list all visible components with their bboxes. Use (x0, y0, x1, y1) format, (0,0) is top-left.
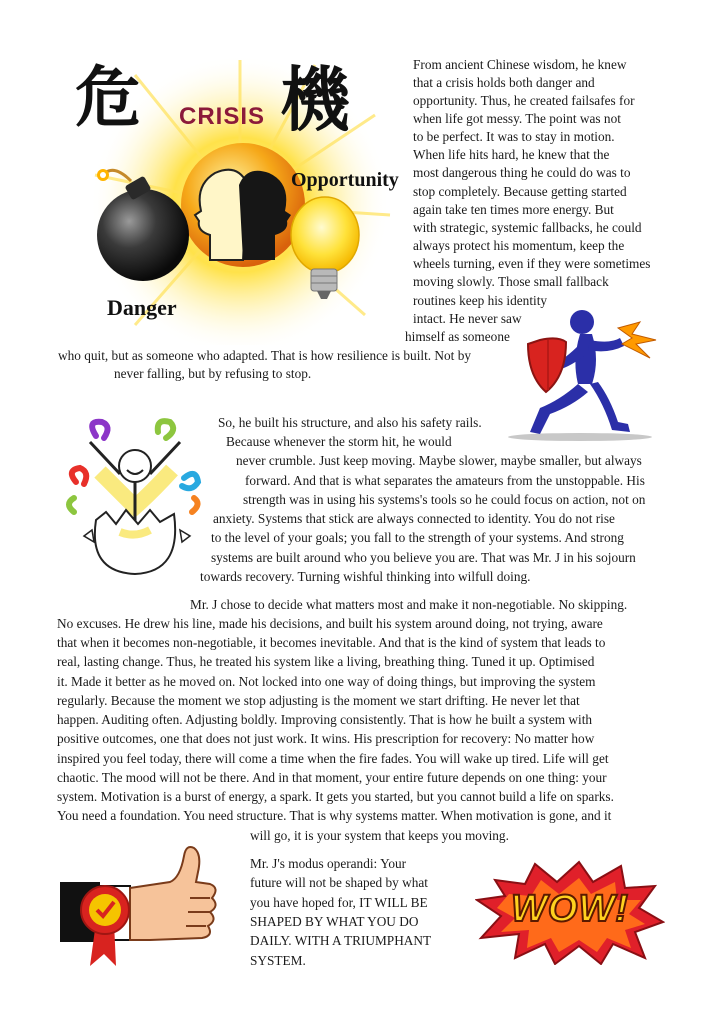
text-line: most dangerous thing he could do was to (413, 165, 631, 180)
text-line: always protect his momentum, keep the (413, 238, 625, 253)
text-line: with strategic, systemic fallbacks, he could (413, 220, 642, 235)
thumbs-up-art (60, 842, 220, 966)
text-line: From ancient Chinese wisdom, he knew (413, 57, 627, 72)
text-line: When life hits hard, he knew that the (413, 147, 610, 162)
text-line: So, he built his structure, and also his safety rails. (218, 415, 482, 430)
text-line: that when it becomes non-negotiable, it becomes inevitable. And that is the kind of system that leads to (57, 635, 606, 650)
thumbs-up-illustration (60, 842, 220, 966)
text-line: again take ten times more energy. But (413, 202, 614, 217)
wow-text: WOW! (511, 888, 629, 930)
text-line: Mr. J chose to decide what matters most and make it non-negotiable. No skipping. (190, 597, 628, 612)
hatching-egg-illustration (60, 412, 210, 582)
text-line: moving slowly. Those small fallback (413, 274, 609, 289)
text-line: routines keep his identity (413, 293, 548, 308)
text-line: happen. Auditing often. Adjusting boldly. Improving consistently. That is how he built a system with (57, 712, 593, 727)
text-line: Mr. J's modus operandi: Your (250, 856, 407, 871)
text-line: intact. He never saw (413, 311, 522, 326)
text-line: chaotic. The mood will not be there. And in that moment, your entire future depends on one thing: your (57, 770, 607, 785)
text-line: who quit, but as someone who adapted. That is how resilience is built. Not by (58, 348, 472, 363)
text-line: never crumble. Just keep moving. Maybe slower, maybe smaller, but always (236, 453, 642, 468)
kanji-danger: 危 (75, 59, 141, 136)
crisis-illustration (75, 55, 399, 345)
text-line: opportunity. Thus, he created failsafes for (413, 93, 635, 108)
text-line: himself as someone (405, 329, 510, 344)
lightbulb-icon (291, 197, 359, 273)
text-line: system. Motivation is a burst of energy, a spark. It gets you started, but you cannot build a life on sparks. (57, 789, 614, 804)
text-line: to the level of your goals; you fall to the strength of your systems. And strong (211, 530, 624, 545)
hatching-egg-art (60, 412, 210, 582)
text-line: regularly. Because the moment we stop adjusting is the moment we start drifting. He never let that (57, 693, 580, 708)
fuse-spark (97, 169, 109, 181)
text-line: Because whenever the storm hit, he would (226, 434, 452, 449)
text-line: DAILY. WITH A TRIUMPHANT (250, 933, 432, 948)
kanji-opportunity: 機 (280, 59, 350, 141)
text-line: You need a foundation. You need structure. That is why systems matter. When motivation is gone, and it (57, 808, 612, 823)
bomb-icon (97, 189, 189, 281)
text-line: will go, it is your system that keeps you moving. (250, 828, 509, 843)
wow-badge (475, 860, 665, 965)
lightning-icon (618, 322, 656, 358)
text-line: future will not be shaped by what (250, 875, 428, 890)
danger-label: Danger (107, 295, 177, 320)
text-line: real, lasting change. Thus, he treated his system like a living, breathing thing. Tuned it up. Optimised (57, 654, 595, 669)
text-line: SYSTEM. (250, 953, 306, 968)
text-line: you have hoped for, IT WILL BE (250, 895, 428, 910)
text-line: when life got messy. The point was not (413, 111, 621, 126)
text-line: SHAPED BY WHAT YOU DO (250, 914, 419, 929)
text-line: wheels turning, even if they were sometimes (413, 256, 651, 271)
text-line: never falling, but by refusing to stop. (114, 366, 312, 381)
text-line: to be perfect. It was to stay in motion. (413, 129, 615, 144)
shield-runner-illustration (500, 300, 670, 445)
text-line: strength was in using his systems's tools so he could focus on action, not on (243, 492, 646, 507)
text-line: forward. And that is what separates the amateurs from the unstoppable. His (245, 473, 645, 488)
text-line: No excuses. He drew his line, made his decisions, and built his system around doing, not trying, aware (57, 616, 603, 631)
text-line: anxiety. Systems that stick are always connected to identity. You do not rise (213, 511, 615, 526)
text-line: that a crisis holds both danger and (413, 75, 595, 90)
text-line: it. Made it better as he moved on. Not locked into one way of doing things, but improving the system (57, 674, 596, 689)
text-line: inspired you feel today, there will come a time when the fire fades. You will wake up tired. Life will get (57, 751, 609, 766)
shield-runner-art (500, 300, 670, 445)
text-line: systems are built around who you believe you are. That was Mr. J in his sojourn (211, 550, 636, 565)
crisis-title: CRISIS (179, 103, 266, 130)
text-line: stop completely. Because getting started (413, 184, 627, 199)
text-line: positive outcomes, one that does not just work. It wins. His prescription for recovery: No matter how (57, 731, 595, 746)
text-line: towards recovery. Turning wishful thinking into wilfull doing. (200, 569, 531, 584)
opportunity-label: Opportunity (291, 169, 399, 191)
